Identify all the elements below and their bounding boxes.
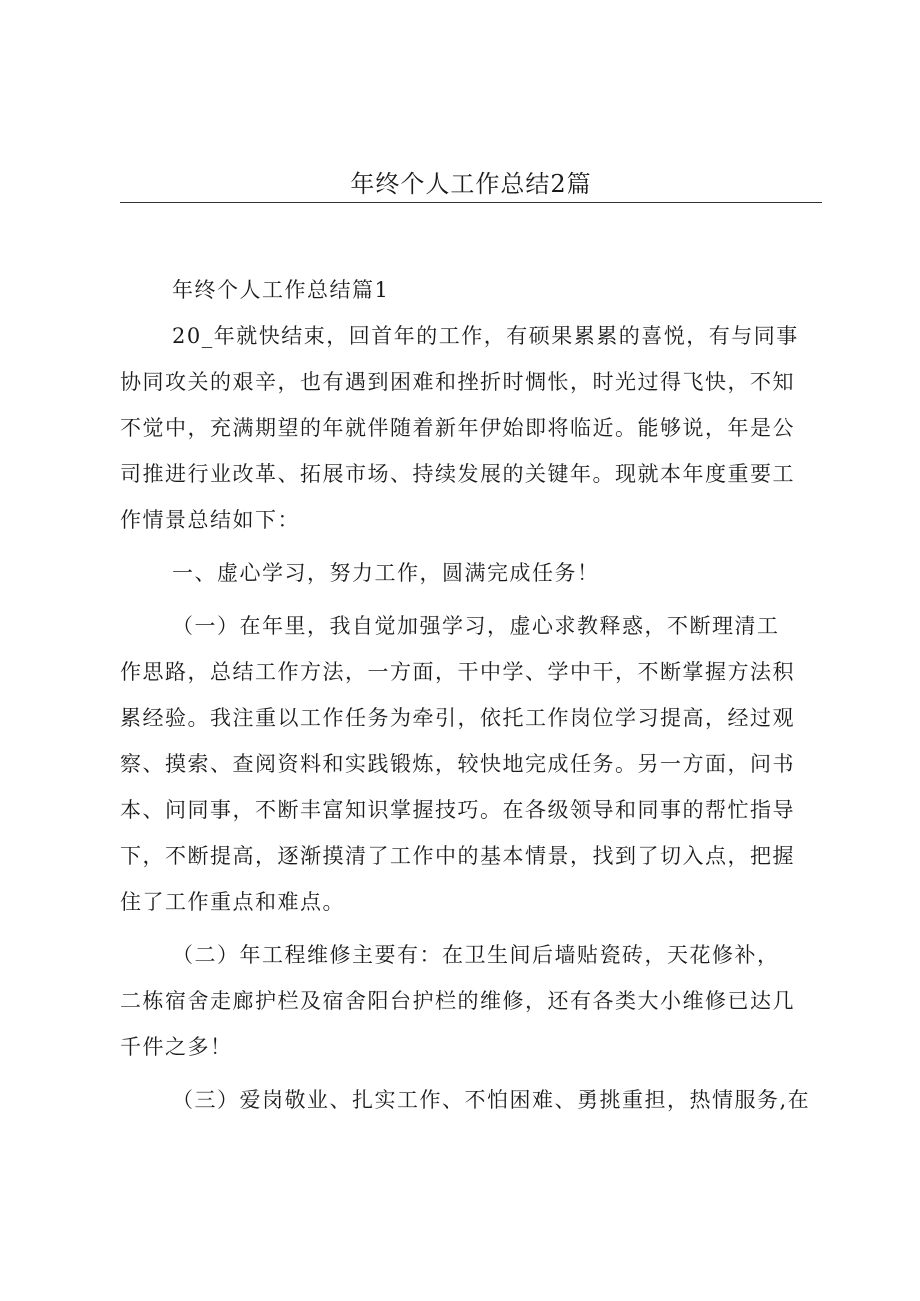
paragraph-line: 累经验。我注重以工作任务为牵引，依托工作岗位学习提高，经过观 [120,706,795,730]
paragraph-line: 不觉中，充满期望的年就伴随着新年伊始即将临近。能够说，年是公 [120,416,795,440]
paragraph-heading-one [120,555,822,591]
paragraph-line: 住了工作重点和难点。 [120,890,345,914]
document-body [120,272,822,1118]
paragraph-line: 作思路，总结工作方法，一方面，干中学、学中干，不断掌握方法积 [120,660,795,684]
paragraph-line: 20_年就快结束，回首年的工作，有硕果累累的喜悦，有与同事 [172,324,799,348]
section-heading: 年终个人工作总结篇1 [172,278,390,302]
paragraph-line: 协同攻关的艰辛，也有遇到困难和挫折时惆怅，时光过得飞快，不知 [120,370,795,394]
paragraph-line: 下，不断提高，逐渐摸清了工作中的基本情景，找到了切入点，把握 [120,844,795,868]
paragraph-line: 二栋宿舍走廊护栏及宿舍阳台护栏的维修，还有各类大小维修已达几 [120,989,795,1013]
paragraph-line: 一、虚心学习，努力工作，圆满完成任务！ [172,561,600,585]
document-title: 年终个人工作总结2篇 [350,170,592,198]
paragraph-line: （三）爱岗敬业、扎实工作、不怕困难、勇挑重担，热情服务,在 [172,1088,811,1112]
paragraph-line: 千件之多！ [120,1035,233,1059]
paragraph-item-one [120,608,822,920]
title-underline [120,202,822,203]
paragraph-item-three [120,1082,822,1118]
paragraph-item-two [120,937,822,1065]
paragraph-line: 察、摸索、查阅资料和实践锻炼，较快地完成任务。另一方面，问书 [120,752,795,776]
paragraph-line: 本、问同事，不断丰富知识掌握技巧。在各级领导和同事的帮忙指导 [120,798,795,822]
paragraph-line: 作情景总结如下： [120,508,300,532]
paragraph-line: （二）年工程维修主要有：在卫生间后墙贴瓷砖，天花修补， [172,943,780,967]
paragraph-intro [120,318,822,538]
paragraph-line: 司推进行业改革、拓展市场、持续发展的关键年。现就本年度重要工 [120,462,795,486]
paragraph-line: （一）在年里，我自觉加强学习，虚心求教释惑，不断理清工 [172,614,780,638]
